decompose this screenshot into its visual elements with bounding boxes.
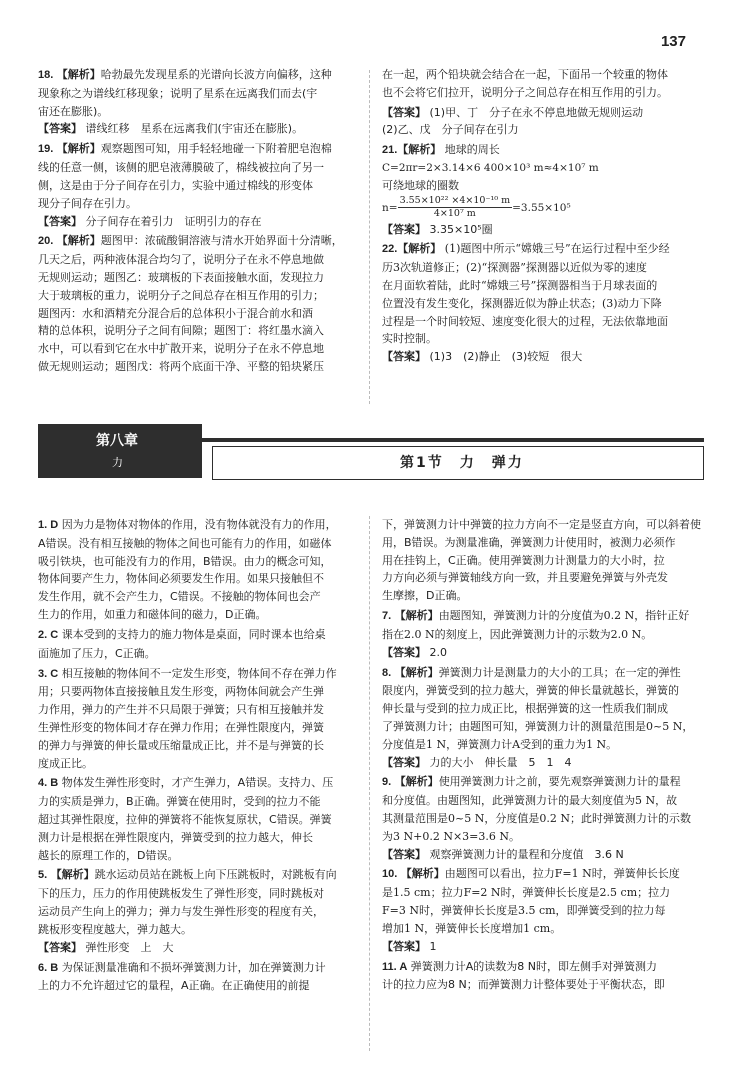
text-line: 力的实质是弹力，B正确。弹簧在使用时，受到的拉力不能 xyxy=(38,795,321,809)
answer-line xyxy=(38,120,356,138)
text-line: 用；只要两物体直接接触且发生形变，两物体间就会产生弹 xyxy=(38,685,324,699)
text-line: 增加1 N，弹簧伸长长度增加1 cm。 xyxy=(382,921,562,935)
list-item xyxy=(382,664,704,772)
list-item xyxy=(38,959,356,996)
list-item xyxy=(38,665,356,773)
text-line: F=3 N时，弹簧伸长长度是3.5 cm，即弹簧受到的拉力每 xyxy=(382,904,666,918)
item-22-answer xyxy=(382,348,704,366)
answer-tag: 【答案】 xyxy=(382,847,426,861)
answer-line xyxy=(382,644,704,662)
text-line: 度成正比。 xyxy=(38,756,93,770)
text-line: 位置没有发生变化，探测器近似为静止状态；(3)动力下降 xyxy=(382,296,662,310)
item-number: 1. D xyxy=(38,519,59,531)
answer-line xyxy=(382,938,704,956)
text-line: 在一起，两个铅块就会结合在一起，下面吊一个较重的物体 xyxy=(382,68,668,81)
text-line: 测力计是根据在弹性限度内，弹簧受到的拉力越大，伸长 xyxy=(38,830,313,844)
text-line xyxy=(38,774,356,793)
text-line: 可绕地球的圈数 xyxy=(382,179,459,193)
text-line: 伸长量与受到的拉力成正比，根据弹簧的这一性质我们制成 xyxy=(382,702,668,716)
formula-result: =3.55×10⁵ xyxy=(512,201,571,214)
text-line xyxy=(38,626,356,645)
text-line: 生摩擦，D正确。 xyxy=(382,589,468,603)
text-line: 也不会将它们拉开，说明分子之间总存在相互作用的引力。 xyxy=(382,85,668,99)
item-20-continued xyxy=(382,66,704,102)
text-span: 下，弹簧测力计中弹簧的拉力方向不一定是竖直方向，可以斜着使 xyxy=(382,518,701,531)
chapter-title: 第八章 xyxy=(96,433,138,449)
text-span: 弹簧测力计A的读数为8 N时，即左侧手对弹簧测力 xyxy=(410,959,658,973)
bottom-right-column xyxy=(382,516,704,996)
top-right-column xyxy=(382,66,704,368)
analysis-tag: 【解析】 xyxy=(56,68,101,81)
text-line: 实时控制。 xyxy=(382,332,437,346)
text-line: 力作用，弹力的产生并不只局限于弹簧；只有相互接触并发 xyxy=(38,703,324,717)
text-line: 限度内，弹簧受到的拉力越大，弹簧的伸长量就越长，弹簧的 xyxy=(382,684,679,698)
list-item xyxy=(382,958,704,995)
text-line: 在月面软着陆，此时“嫦娥三号”探测器相当于月球表面的 xyxy=(382,279,658,292)
text-span: 由题图可以看出，拉力F=1 N时，弹簧伸长长度 xyxy=(444,867,680,881)
item-22 xyxy=(382,240,704,366)
text-span: 由题图知，弹簧测力计的分度值为0.2 N，指针正好 xyxy=(438,609,690,623)
chapter-subtitle: 力 xyxy=(112,456,123,469)
analysis-tag: 【解析】 xyxy=(397,143,442,157)
text-line xyxy=(382,607,704,626)
text-line xyxy=(38,665,356,684)
text-line: 运动员产生向上的弹力；弹力与发生弹性形变的程度有关， xyxy=(38,905,324,919)
item-number: 3. C xyxy=(38,667,59,680)
text-line: 面施加了压力，C正确。 xyxy=(38,646,156,660)
answer-tag: 【答案】 xyxy=(382,755,426,769)
text-line: (1)题图中所示“嫦娥三号”在运行过程中至少经 xyxy=(444,242,670,256)
text-line: 分度值是1 N，弹簧测力计A受到的重力为1 N。 xyxy=(382,737,618,751)
text-line xyxy=(38,866,356,885)
fraction-denominator: 4×10⁷ m xyxy=(433,208,476,220)
text-line: 和分度值。由题图知，此弹簧测力计的最大刻度值为5 N，故 xyxy=(382,794,678,808)
bottom-left-column xyxy=(38,516,356,997)
text-line: 过程是一个时间较短、速度变化很大的过程，无法依靠地面 xyxy=(382,314,668,328)
answer-line xyxy=(38,939,356,957)
chapter-box xyxy=(38,424,202,478)
text-line xyxy=(382,773,704,792)
text-line: 吸引铁块，也可能没有力的作用，B错误。由力的概念可知， xyxy=(38,554,332,568)
answer-text: (2)乙、戊 分子间存在引力 xyxy=(382,123,519,137)
text-line: A错误。没有相互接触的物体之间也可能有力的作用，如磁体 xyxy=(38,536,332,550)
analysis-tag: 【解析】 xyxy=(397,242,442,256)
answer-line xyxy=(38,213,356,231)
text-line: 生弹性形变的物体间才存在弹力作用；在弹性限度内，弹簧 xyxy=(38,720,324,734)
list-item xyxy=(38,140,356,230)
item-21-answer xyxy=(382,221,704,239)
text-line: 指在2.0 N的刻度上，因此弹簧测力计的示数为2.0 N。 xyxy=(382,627,653,641)
list-item xyxy=(38,66,356,138)
answer-text: 弹性形变 上 大 xyxy=(85,940,174,954)
answer-text: 谱线红移 星系在远离我们(宇宙还在膨胀)。 xyxy=(85,122,304,136)
formula-part: n= xyxy=(382,201,398,214)
answer-text: 观察弹簧测力计的量程和分度值 3.6 N xyxy=(429,847,624,861)
analysis-tag: 【解析】 xyxy=(56,142,101,156)
item-number: 20. xyxy=(38,235,54,248)
text-line: 是1.5 cm；拉力F=2 N时，弹簧伸长长度是2.5 cm；拉力 xyxy=(382,886,671,900)
analysis-tag: 【解析】 xyxy=(394,609,439,623)
text-line: 为3 N+0.2 N×3=3.6 N。 xyxy=(382,829,520,843)
text-line: 了弹簧测力计；由题图可知，弹簧测力计的测量范围是0~5 N， xyxy=(382,719,694,733)
text-line: 越长的原理工作的，D错误。 xyxy=(38,848,179,862)
fraction-numerator: 3.55×10²² ×4×10⁻¹⁰ m xyxy=(398,195,513,208)
item-number: 18. xyxy=(38,69,54,81)
text-line: 无规则运动；题图乙：玻璃板的下表面接触水面，发现拉力 xyxy=(38,270,324,284)
answer-text: (1)甲、丁 分子在永不停息地做无规则运动 xyxy=(429,105,644,119)
text-line: 跳板形变程度越大，弹力越大。 xyxy=(38,922,192,936)
text-line: 用，B错误。为测量准确，弹簧测力计使用时，被测力必须作 xyxy=(382,535,676,549)
item-number: 4. B xyxy=(38,777,59,790)
text-span: 为保证测量准确和不损坏弹簧测力计，加在弹簧测力计 xyxy=(61,960,326,974)
answer-text: 分子间存在着引力 证明引力的存在 xyxy=(85,214,262,228)
text-line xyxy=(382,865,704,884)
answer-text: 1 xyxy=(429,939,437,953)
answer-text: 3.35×10⁵圈 xyxy=(429,222,493,236)
text-line: 精的总体积，说明分子之间有间隙；题图丁：将红墨水滴入 xyxy=(38,324,324,338)
analysis-tag: 【解析】 xyxy=(400,867,445,881)
item-21 xyxy=(382,141,704,238)
text-span: 哈勃最先发现星系的光谱向长波方向偏移，这种 xyxy=(100,68,332,81)
page-number: 137 xyxy=(660,33,686,50)
column-divider xyxy=(369,70,370,404)
text-line xyxy=(382,516,704,534)
top-left-column xyxy=(38,66,356,378)
answer-tag: 【答案】 xyxy=(382,939,426,953)
column-divider xyxy=(369,516,370,1051)
text-line xyxy=(382,664,704,683)
text-line: 计的拉力应为8 N；而弹簧测力计整体要处于平衡状态，即 xyxy=(382,978,665,992)
answer-text: (1)3 (2)静止 (3)较短 很大 xyxy=(429,350,583,364)
list-item xyxy=(382,516,704,605)
text-line: 宙还在膨胀)。 xyxy=(38,104,109,118)
answer-tag: 【答案】 xyxy=(382,350,426,364)
text-line: 现分子间存在引力。 xyxy=(38,196,137,210)
text-line: 发生作用，就不会产生力，C错误。不接触的物体间也会产 xyxy=(38,590,321,604)
text-span: 课本受到的支持力的施力物体是桌面，同时课本也给桌 xyxy=(61,627,326,641)
chapter-banner xyxy=(38,424,704,482)
item-20-answer xyxy=(382,104,704,140)
answer-line xyxy=(382,754,704,772)
answer-tag: 【答案】 xyxy=(382,645,426,659)
item-number: 7. xyxy=(382,610,392,623)
text-line xyxy=(38,516,356,535)
analysis-tag: 【解析】 xyxy=(56,234,101,248)
answer-text: 力的大小 伸长量 5 1 4 xyxy=(429,755,572,769)
text-line xyxy=(38,232,356,251)
text-line: 其测量范围是0~5 N，分度值是0.2 N；此时弹簧测力计的示数 xyxy=(382,812,691,825)
text-line: 历3次轨道修正；(2)“探测器”探测器以近似为零的速度 xyxy=(382,261,647,275)
text-line xyxy=(382,958,704,977)
text-line: 生力的作用，如重力和磁体间的磁力，D正确。 xyxy=(38,608,267,622)
item-number: 5. xyxy=(38,869,48,882)
text-line: 用在挂钩上，C正确。使用弹簧测力计测量力的大小时，拉 xyxy=(382,553,665,567)
text-line: 物体间要产生力，物体间必须要发生作用。如果只接触但不 xyxy=(38,572,324,586)
text-line: 线的任意一侧，该侧的肥皂液薄膜破了，棉线被拉向了另一 xyxy=(38,161,324,175)
answer-tag: 【答案】 xyxy=(38,122,82,136)
text-line: 水中，可以看到它在水中扩散开来，说明分子在永不停息地 xyxy=(38,342,324,356)
text-line: 几天之后，两种液体混合均匀了，说明分子在永不停息地做 xyxy=(38,253,324,267)
fraction xyxy=(398,195,513,221)
text-span: 弹簧测力计是测量力的大小的工具；在一定的弹性 xyxy=(438,665,681,679)
text-line xyxy=(38,66,356,85)
list-item xyxy=(38,774,356,864)
item-number: 2. C xyxy=(38,628,59,641)
analysis-tag: 【解析】 xyxy=(50,868,95,882)
text-line: 大于玻璃板的重力，说明分子之间总存在相互作用的引力； xyxy=(38,288,324,302)
text-span: 使用弹簧测力计之前，要先观察弹簧测力计的量程 xyxy=(438,775,681,789)
item-number: 21. xyxy=(382,144,398,157)
item-number: 22. xyxy=(382,243,398,256)
answer-tag: 【答案】 xyxy=(382,105,426,119)
section-title: 第1节 力 弹力 xyxy=(392,452,532,475)
text-span: 题图甲：浓硫酸铜溶液与清水开始界面十分清晰， xyxy=(100,234,343,248)
answer-tag: 【答案】 xyxy=(382,222,426,236)
text-line: 侧，这是由于分子间存在引力，实验中通过棉线的形变体 xyxy=(38,178,313,192)
answer-tag: 【答案】 xyxy=(38,214,82,228)
answer-line xyxy=(382,846,704,864)
text-span: 因为力是物体对物体的作用，没有物体就没有力的作用， xyxy=(61,518,337,531)
text-span: 观察题图可知，用手轻轻地碰一下附着肥皂泡棉 xyxy=(100,142,332,156)
list-item xyxy=(382,607,704,661)
answer-tag: 【答案】 xyxy=(38,940,82,954)
list-item xyxy=(38,626,356,663)
text-span: 跳水运动员站在跳板上向下压跳板时，对跳板有向 xyxy=(94,868,337,882)
list-item xyxy=(382,773,704,863)
banner-rule xyxy=(202,438,704,442)
analysis-tag: 【解析】 xyxy=(394,665,439,679)
text-line: 上的力不允许超过它的量程，A正确。在正确使用的前提 xyxy=(38,979,310,993)
item-number: 8. xyxy=(382,666,392,679)
text-line xyxy=(38,140,356,159)
text-line: 的弹力与弹簧的伸长量或压缩量成正比，并不是与弹簧的长 xyxy=(38,738,324,752)
item-number: 9. xyxy=(382,776,392,789)
list-item xyxy=(382,865,704,955)
item-number: 10. xyxy=(382,868,398,881)
formula: C=2πr=2×3.14×6 400×10³ m≈4×10⁷ m xyxy=(382,162,599,175)
analysis-tag: 【解析】 xyxy=(394,775,439,789)
formula-fraction xyxy=(382,195,704,221)
item-number: 19. xyxy=(38,143,54,156)
text-line: 做无规则运动；题图戊：将两个底面干净、平整的铅块紧压 xyxy=(38,360,324,373)
text-line: 题图丙：水和酒精充分混合后的总体积小于混合前水和酒 xyxy=(38,306,313,320)
text-span: 物体发生弹性形变时，才产生弹力，A错误。支持力、压 xyxy=(61,776,334,790)
list-item xyxy=(38,516,356,624)
text-line: 力方向必须与弹簧轴线方向一致，并且要避免弹簧与外壳发 xyxy=(382,571,668,585)
answer-text: 2.0 xyxy=(429,645,447,659)
item-number: 6. B xyxy=(38,961,59,974)
item-number: 11. A xyxy=(382,960,408,973)
text-line: 地球的周长 xyxy=(444,143,500,157)
text-line: 下的压力，压力的作用使跳板发生了弹性形变，同时跳板对 xyxy=(38,887,324,901)
text-line: 现象称之为谱线红移现象；说明了星系在远离我们而去(宇 xyxy=(38,86,318,100)
list-item xyxy=(38,232,356,376)
list-item xyxy=(38,866,356,956)
text-line xyxy=(38,959,356,978)
text-span: 相互接触的物体间不一定发生形变，物体间不存在弹力作 xyxy=(61,666,337,680)
text-line: 超过其弹性限度，拉伸的弹簧将不能恢复原状，C错误。弹簧 xyxy=(38,813,332,826)
